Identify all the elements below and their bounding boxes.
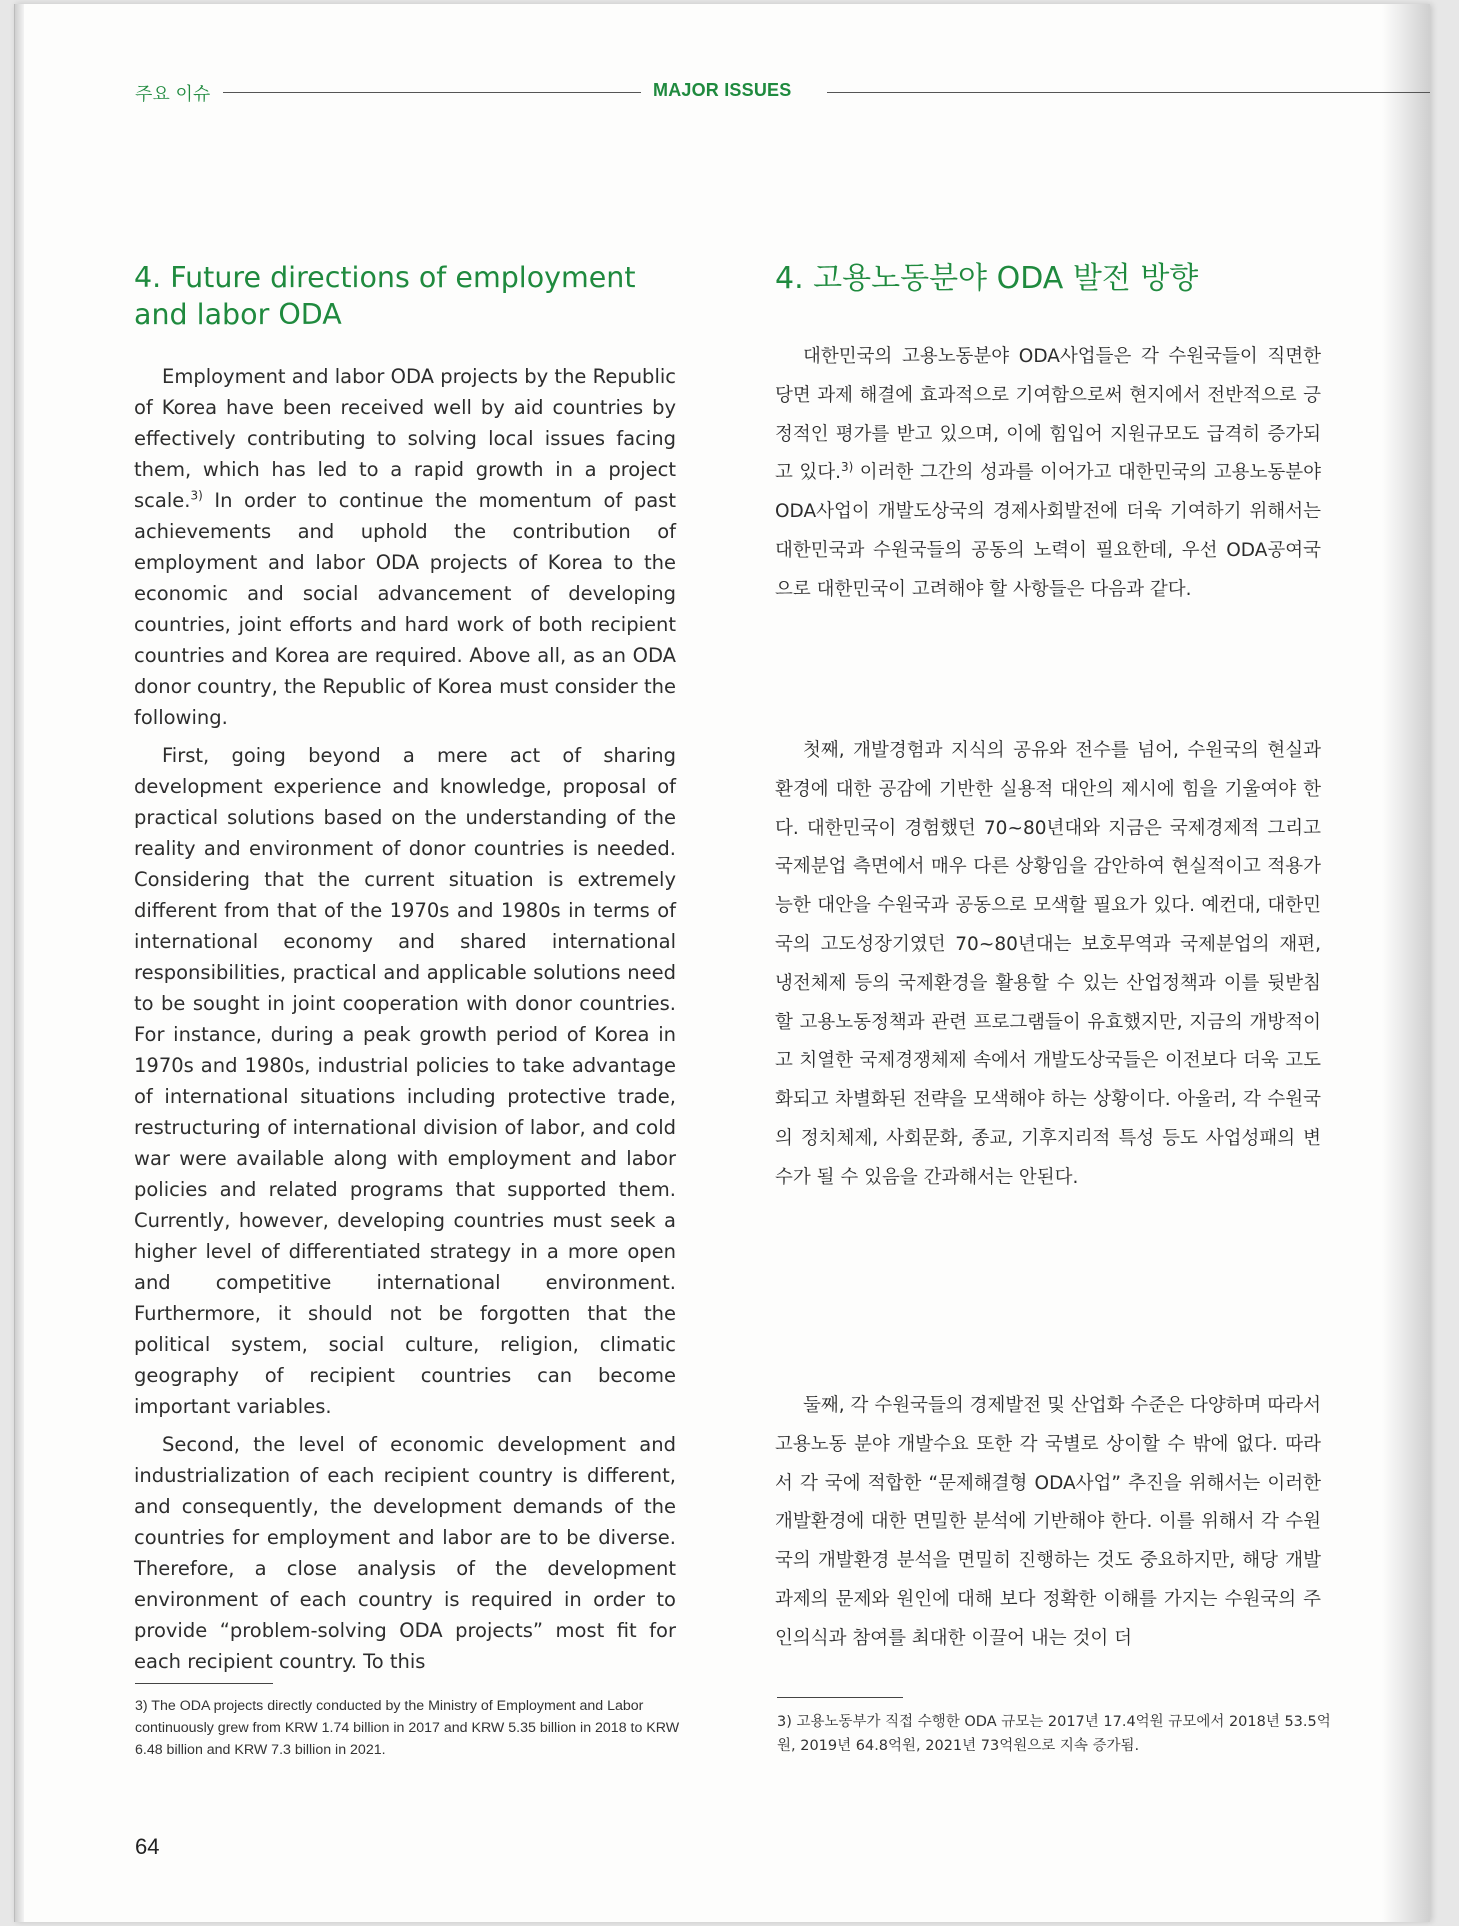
- korean-column: [775, 259, 1321, 321]
- section-label-english: MAJOR ISSUES: [653, 80, 792, 100]
- footnote-ref: 3): [190, 488, 203, 503]
- korean-paragraph-1-text: 대한민국의 고용노동분야 ODA사업들은 각 수원국들이 직면한 당면 과제 해결에 효과적으로 기여함으로써 현지에서 전반적으로 긍정적인 평가를 받고 있으며, 이에 힘입어 지원규모도 급격히 증가되고 있다.: [775, 346, 1321, 484]
- korean-paragraph-1-text-cont: 이러한 그간의 성과를 이어가고 대한민국의 고용노동분야 ODA사업이 개발도상국의 경제사회발전에 더욱 기여하기 위해서는 대한민국과 수원국들의 공동의 노력이 필요한데, 우선 ODA공여국으로 대한민국이 고려해야 할 사항들은 다음과 같다.: [775, 462, 1321, 600]
- korean-paragraph-1: [775, 338, 1321, 610]
- english-heading: 4. Future directions of employment and labor ODA: [134, 261, 636, 331]
- section-label-korean: 주요 이슈: [135, 84, 211, 105]
- english-paragraph-1: [134, 361, 676, 733]
- footnote-rule: [135, 1683, 273, 1684]
- korean-paragraph-3: 둘째, 각 수원국들의 경제발전 및 산업화 수준은 다양하며 따라서 고용노동 분야 개발수요 또한 각 국별로 상이할 수 밖에 없다. 따라서 각 국에 적합한 “문제해결형 ODA사업” 추진을 위해서는 이러한 개발환경에 대한 면밀한 분석에 기반해야 한다. 이를 위해서 각 수원국의 개발환경 분석을 면밀히 진행하는 것도 중요하지만, 해당 개발과제의 문제와 원인에 대해 보다 정확한 이해를 가지는 수원국의 주인의식과 참여를 최대한 이끌어 내는 것이 더: [775, 1395, 1321, 1649]
- page-binding: [15, 4, 24, 1922]
- english-paragraph-2: First, going beyond a mere act of sharing development experience and knowledge, proposal of practical solutions based on the understanding of the reality and environment of donor countries is needed. Considering that the current situation is extremely different from that of the 1970s and 1980s in terms of international economy and shared international responsibilities, practical and applicable solutions need to be sought in joint cooperation with donor countries. For instance, during a peak growth period of Korea in 1970s and 1980s, industrial policies to take advantage of international situations including protective trade, restructuring of international division of labor, and cold war were available along with employment and labor policies and related programs that supported them. Currently, however, developing countries must seek a higher level of differentiated strategy in a more open and competitive international environment. Furthermore, it should not be forgotten that the political system, social culture, religion, climatic geography of recipient countries can become important variables.: [134, 744, 676, 1418]
- english-paragraph-1-text: Employment and labor ODA projects by the Republic of Korea have been received well by aid countries by effectively contributing to solving local issues facing them, which has led to a rapid growth in a project scale.: [134, 365, 676, 512]
- footnote-rule: [777, 1697, 903, 1698]
- header-rule: [223, 92, 641, 93]
- english-footnote: 3) The ODA projects directly conducted by the Ministry of Employment and Labor continuously grew from KRW 1.74 billion in 2017 and KRW 5.35 billion in 2018 to KRW 6.48 billion and KRW 7.3 billion in 2021.: [135, 1698, 680, 1758]
- korean-heading: 4. 고용노동분야 ODA 발전 방향: [775, 261, 1199, 296]
- english-paragraph-1-text-cont: In order to continue the momentum of past achievements and uphold the contribution of employment and labor ODA projects of Korea to the economic and social advancement of developing countries, joint efforts and hard work of both recipient countries and Korea are required. Above all, as an ODA donor country, the Republic of Korea must consider the following.: [134, 489, 676, 729]
- document-page: [14, 4, 1430, 1922]
- header-rule: [827, 92, 1430, 93]
- korean-paragraph-2: 첫째, 개발경험과 지식의 공유와 전수를 넘어, 수원국의 현실과 환경에 대한 공감에 기반한 실용적 대안의 제시에 힘을 기울여야 한다. 대한민국이 경험했던 70~80년대와 지금은 국제경제적 그리고 국제분업 측면에서 매우 다른 상황임을 감안하여 현실적이고 적용가능한 대안을 수원국과 공동으로 모색할 필요가 있다. 예컨대, 대한민국의 고도성장기였던 70~80년대는 보호무역과 국제분업의 재편, 냉전체제 등의 국제환경을 활용할 수 있는 산업정책과 이를 뒷받침할 고용노동정책과 관련 프로그램들이 유효했지만, 지금의 개방적이고 치열한 국제경쟁체제 속에서 개발도상국들은 이전보다 더욱 고도화되고 차별화된 전략을 모색해야 하는 상황이다. 아울러, 각 수원국의 정치체제, 사회문화, 종교, 기후지리적 특성 등도 사업성패의 변수가 될 수 있음을 간과해서는 안된다.: [775, 740, 1321, 1188]
- english-column: [134, 259, 676, 1684]
- page-edge-shadow: [1382, 4, 1430, 1922]
- footnote-ref: 3): [840, 460, 854, 475]
- korean-footnote: 3) 고용노동부가 직접 수행한 ODA 규모는 2017년 17.4억원 규모에서 2018년 53.5억원, 2019년 64.8억원, 2021년 73억원으로 지속 증가됨.: [777, 1714, 1331, 1754]
- page-number: 64: [135, 1834, 160, 1859]
- english-paragraph-3: Second, the level of economic development and industrialization of each recipient country is different, and consequently, the development demands of the countries for employment and labor are to be diverse. Therefore, a close analysis of the development environment of each country is required in order to provide “problem-solving ODA projects” most fit for each recipient country. To this: [134, 1433, 676, 1673]
